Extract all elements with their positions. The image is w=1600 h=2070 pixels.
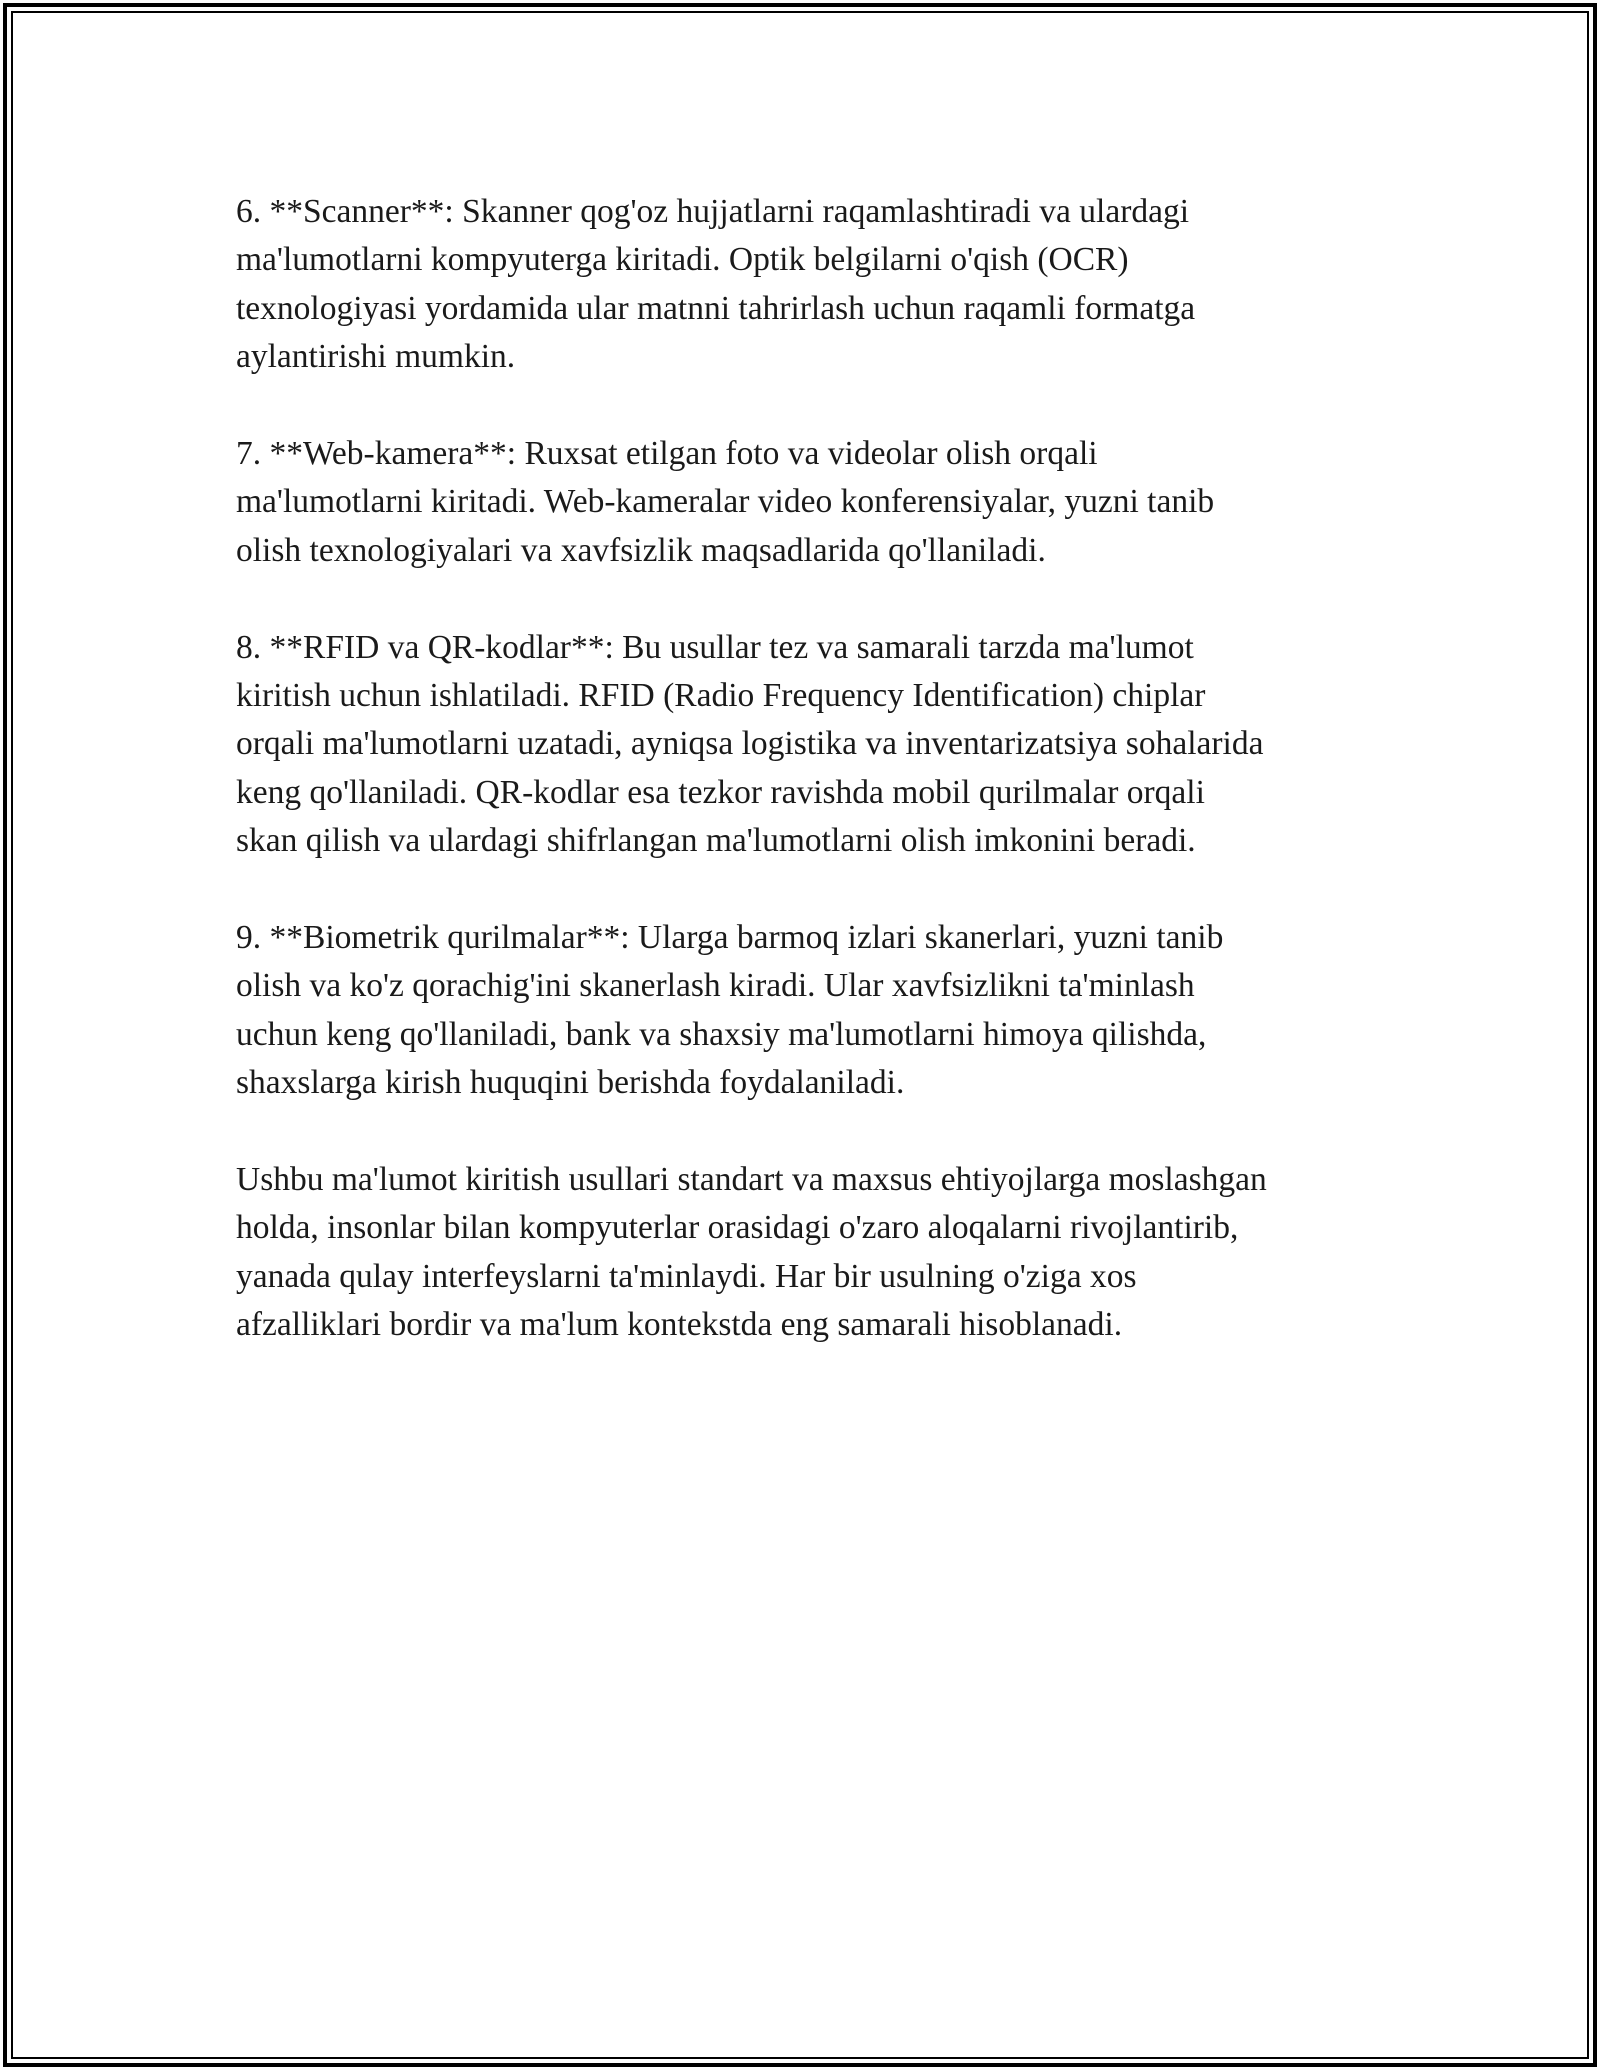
paragraph-web-camera: 7. **Web-kamera**: Ruxsat etilgan foto va videolar olish orqali ma'lumotlarni kiritadi. Web-kameralar video konferensiyalar, yuzni tanib olish texnologiyalari va xavfsizlik maqsadlarida qo'llaniladi. <box>236 435 1215 569</box>
paragraph-conclusion: Ushbu ma'lumot kiritish usullari standart va maxsus ehtiyojlarga moslashgan holda, insonlar bilan kompyuterlar orasidagi o'zaro aloqalarni rivojlantirib, yanada qulay interfeyslarni ta'minlaydi. Har bir usulning o'ziga xos afzalliklari bordir va ma'lum kontekstda eng samarali hisoblanadi. <box>236 1161 1267 1344</box>
paragraph-biometric: 9. **Biometrik qurilmalar**: Ularga barmoq izlari skanerlari, yuzni tanib olish va ko'z qorachig'ini skanerlash kiradi. Ular xavfsizlikni ta'minlash uchun keng qo'llaniladi, bank va shaxsiy ma'lumotlarni himoya qilishda, shaxslarga kirish huquqini berishda foydalaniladi. <box>236 919 1224 1102</box>
paragraph-rfid-qr: 8. **RFID va QR-kodlar**: Bu usullar tez va samarali tarzda ma'lumot kiritish uchun ishlatiladi. RFID (Radio Frequency Identification) chiplar orqali ma'lumotlarni uzatadi, ayniqsa logistika va inventarizatsiya sohalarida keng qo'llaniladi. QR-kodlar esa tezkor ravishda mobil qurilmalar orqali skan qilish va ulardagi shifrlangan ma'lumotlarni olish imkonini beradi. <box>236 628 1264 860</box>
document-body <box>236 188 1376 1398</box>
paragraph-scanner: 6. **Scanner**: Skanner qog'oz hujjatlarni raqamlashtiradi va ulardagi ma'lumotlarni kompyuterga kiritadi. Optik belgilarni o'qish (OCR) texnologiyasi yordamida ular matnni tahrirlash uchun raqamli formatga aylantirishi mumkin. <box>236 193 1196 376</box>
